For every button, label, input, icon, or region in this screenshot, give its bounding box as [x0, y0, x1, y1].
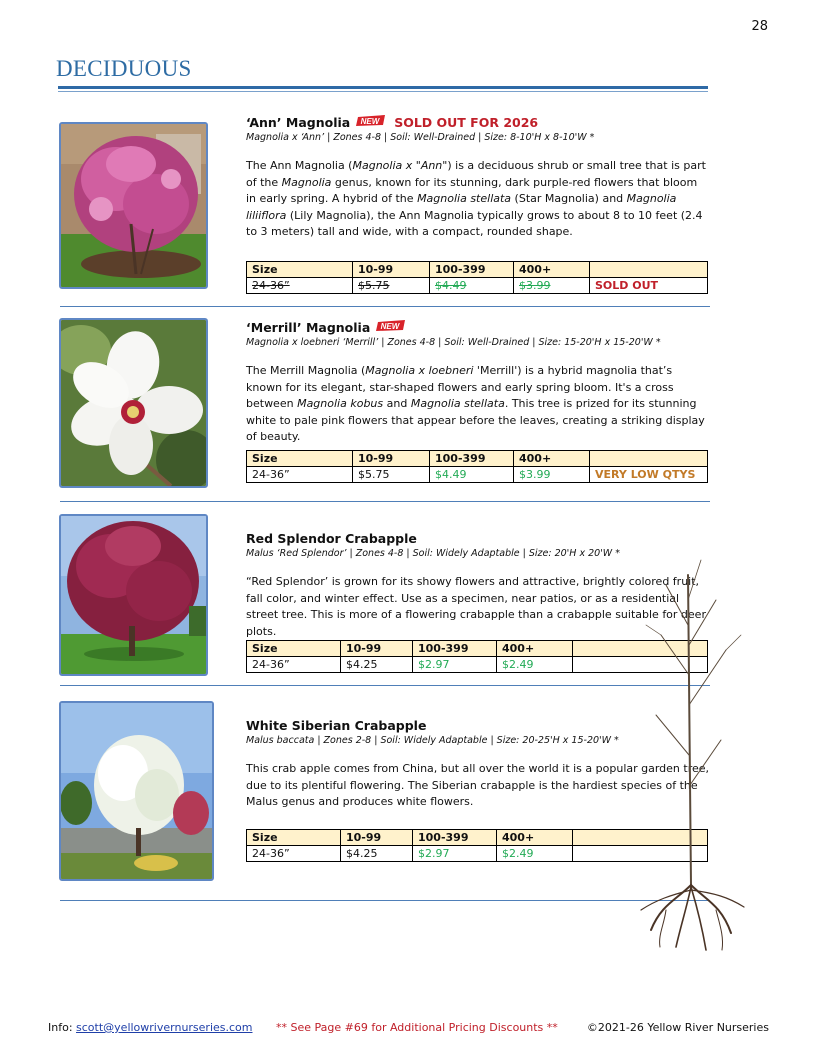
footer-info: Info: scott@yellowrivernurseries.com — [48, 1021, 253, 1034]
product-name: ‘Merrill’ Magnolia — [246, 319, 371, 335]
ann-magnolia-price-table — [246, 261, 708, 294]
title-rule-thin — [58, 91, 708, 92]
header-tier1: 10-99 — [353, 451, 430, 467]
price-size: 24-36” — [247, 467, 353, 483]
product-name: White Siberian Crabapple — [246, 717, 427, 733]
header-tier3: 400+ — [497, 830, 573, 846]
price-status: VERY LOW QTYS — [590, 467, 708, 483]
header-size: Size — [247, 830, 341, 846]
header-tier1: 10-99 — [341, 641, 413, 657]
ann-magnolia-info — [246, 113, 710, 241]
header-tier3: 400+ — [497, 641, 573, 657]
header-status — [590, 451, 708, 467]
product-spec: Malus baccata | Zones 2-8 | Soil: Widely Adaptable | Size: 20-25'H x 15-20'W * — [246, 735, 619, 746]
header-tier1: 10-99 — [341, 830, 413, 846]
price-row — [247, 278, 708, 294]
copyright: ©2021-26 Yellow River Nurseries — [586, 1021, 769, 1034]
price-header-row — [247, 262, 708, 278]
header-status — [590, 262, 708, 278]
product-name: Red Splendor Crabapple — [246, 530, 417, 546]
svg-text:NEW: NEW — [380, 322, 400, 331]
discount-note: ** See Page #69 for Additional Pricing Discounts ** — [276, 1021, 558, 1034]
price-size: 24-36” — [247, 278, 353, 294]
page-number: 28 — [751, 19, 768, 34]
price-tier2: $4.49 — [430, 467, 514, 483]
product-spec: Magnolia x loebneri ‘Merrill’ | Zones 4-8 | Soil: Well-Drained | Size: 15-20'H x 15-20'W * — [246, 337, 661, 348]
product-divider — [60, 900, 710, 901]
svg-text:NEW: NEW — [360, 117, 380, 126]
header-tier3: 400+ — [514, 262, 590, 278]
sold-out-banner: SOLD OUT FOR 2026 — [394, 114, 539, 130]
product-divider — [60, 501, 710, 502]
bare-root-tree-icon — [636, 555, 746, 955]
white-flower-photo — [61, 320, 206, 486]
header-tier2: 100-399 — [430, 451, 514, 467]
price-status: SOLD OUT — [590, 278, 708, 294]
red-tree-photo — [61, 516, 206, 674]
price-row — [247, 467, 708, 483]
product-description: The Merrill Magnolia (Magnolia x loebneri 'Merrill') is a hybrid magnolia that’s known for its elegant, star-shaped flowers and early spring bloom. It's a cross between Magnolia kobus and Magnolia stellata. This tree is prized for its stunning white to pale pink flowers that appear before the leaves, creating a striking display of beauty. — [246, 364, 705, 443]
title-rule — [58, 86, 708, 89]
product-description: This crab apple comes from China, but all over the world it is a popular garden tree, due to its plentiful flowering. The Siberian crabapple is the hardiest species of the Malus genus and produces white flowers. — [246, 762, 710, 808]
price-tier2: $2.97 — [413, 846, 497, 862]
price-size: 24-36” — [247, 657, 341, 673]
new-badge-icon — [354, 114, 388, 130]
merrill-magnolia-info — [246, 318, 710, 446]
price-tier1: $4.25 — [341, 657, 413, 673]
magnolia-shrub-photo — [61, 124, 206, 287]
price-header-row — [247, 451, 708, 467]
product-divider — [60, 306, 710, 307]
price-tier3: $3.99 — [514, 278, 590, 294]
header-size: Size — [247, 262, 353, 278]
header-tier2: 100-399 — [430, 262, 514, 278]
product-spec: Malus ‘Red Splendor’ | Zones 4-8 | Soil: Widely Adaptable | Size: 20'H x 20'W * — [246, 548, 620, 559]
header-size: Size — [247, 641, 341, 657]
price-tier2: $4.49 — [430, 278, 514, 294]
product-divider — [60, 685, 710, 686]
price-tier1: $5.75 — [353, 278, 430, 294]
red-splendor-photo — [59, 514, 208, 676]
header-tier2: 100-399 — [413, 641, 497, 657]
email-link[interactable]: scott@yellowrivernurseries.com — [76, 1021, 253, 1034]
merrill-magnolia-photo — [59, 318, 208, 488]
price-tier3: $3.99 — [514, 467, 590, 483]
price-tier3: $2.49 — [497, 846, 573, 862]
product-description: The Ann Magnolia (Magnolia x "Ann") is a deciduous shrub or small tree that is part of the Magnolia genus, known for its stunning, dark purple-red flowers that bloom in early spring. A hybrid of the Magnolia stellata (Star Magnolia) and Magnolia liliiflora (Lily Magnolia), the Ann Magnolia typically grows to about 8 to 10 feet (2.4 to 3 meters) tall and wide, with a compact, rounded shape. — [246, 159, 706, 238]
product-name: ‘Ann’ Magnolia — [246, 114, 351, 130]
merrill-magnolia-price-table — [246, 450, 708, 483]
header-tier1: 10-99 — [353, 262, 430, 278]
product-description: “Red Splendor’ is grown for its showy flowers and attractive, brightly colored fruit, fall color, and winter effect. Use as a specimen, near patios, or as a residential street tree. This is more of a flowering crabapple than a crabapple suitable for deer plots. — [246, 575, 706, 638]
ann-magnolia-photo — [59, 122, 208, 289]
price-size: 24-36” — [247, 846, 341, 862]
new-badge-icon — [374, 319, 408, 335]
product-spec: Magnolia x ‘Ann’ | Zones 4-8 | Soil: Well-Drained | Size: 8-10'H x 8-10'W * — [246, 132, 595, 143]
header-tier2: 100-399 — [413, 830, 497, 846]
price-tier1: $4.25 — [341, 846, 413, 862]
section-title: DECIDUOUS — [56, 56, 192, 81]
price-tier1: $5.75 — [353, 467, 430, 483]
white-siberian-photo — [59, 701, 214, 881]
price-tier2: $2.97 — [413, 657, 497, 673]
white-tree-photo — [61, 703, 212, 879]
header-tier3: 400+ — [514, 451, 590, 467]
header-size: Size — [247, 451, 353, 467]
price-tier3: $2.49 — [497, 657, 573, 673]
